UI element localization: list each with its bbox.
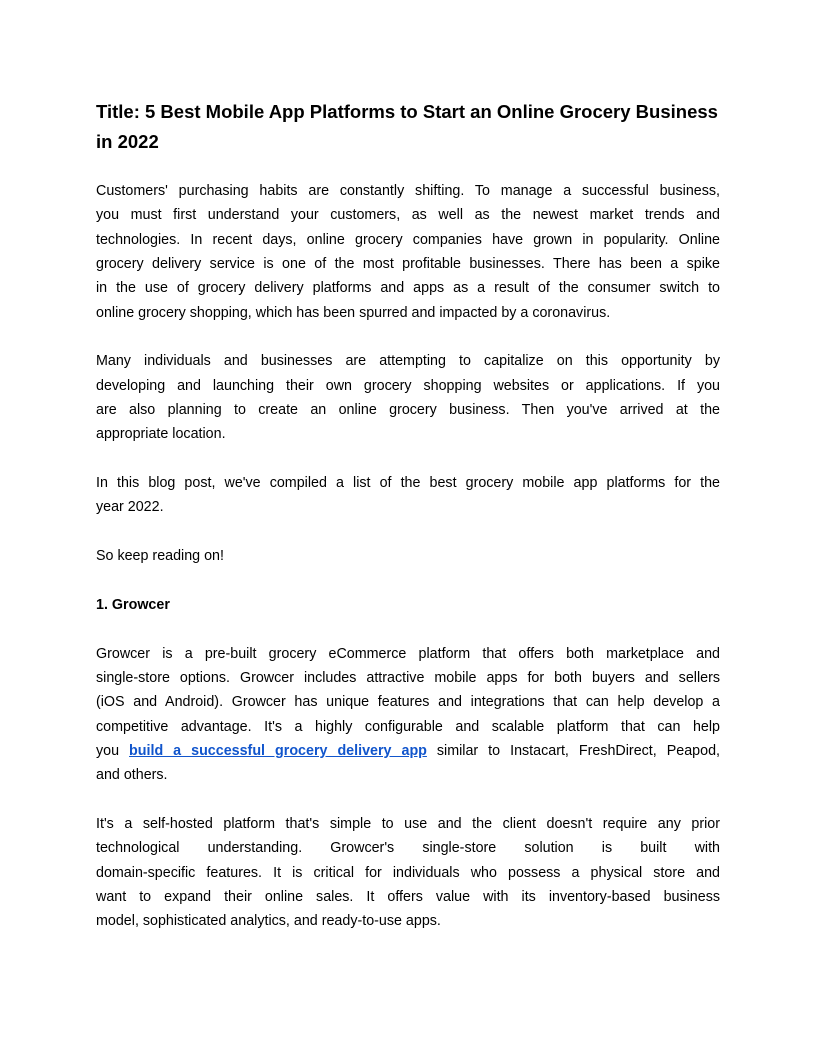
text-line: technological understanding. Growcer's single-store solution is built with	[96, 840, 720, 857]
paragraph-blog	[96, 471, 720, 520]
text-line: single-store options. Growcer includes attractive mobile apps for both buyers and sellers	[96, 669, 720, 686]
document-title	[96, 97, 726, 157]
text-line: Many individuals and businesses are attempting to capitalize on this opportunity by	[96, 353, 720, 370]
paragraph-intro	[96, 179, 720, 325]
paragraph-growcer-1	[96, 642, 720, 788]
text-line: competitive advantage. It's a highly configurable and scalable platform that can help	[96, 718, 720, 735]
document-body	[96, 179, 720, 934]
text-line: appropriate location.	[96, 426, 226, 443]
text-line: Customers' purchasing habits are constantly shifting. To manage a successful business,	[96, 183, 720, 199]
text-line: (iOS and Android). Growcer has unique features and integrations that can help develop a	[96, 694, 720, 711]
paragraph-growcer-2	[96, 812, 720, 934]
text-line: model, sophisticated analytics, and ready-to-use apps.	[96, 913, 441, 930]
text-line: year 2022.	[96, 499, 164, 516]
section-heading: 1. Growcer	[96, 596, 170, 613]
text-line: are also planning to create an online grocery business. Then you've arrived at the	[96, 402, 720, 419]
text-line: want to expand their online sales. It offers value with its inventory-based business	[96, 888, 720, 905]
text-line: Growcer is a pre-built grocery eCommerce platform that offers both marketplace and	[96, 645, 720, 662]
text-line: developing and launching their own grocery shopping websites or applications. If you	[96, 377, 720, 394]
paragraph-keep-reading: So keep reading on!	[96, 548, 224, 565]
text-line: grocery delivery service is one of the most profitable businesses. There has been a spike	[96, 256, 720, 273]
text-line: It's a self-hosted platform that's simple to use and the client doesn't require any prior	[96, 815, 720, 832]
text-line: In this blog post, we've compiled a list of the best grocery mobile app platforms for the	[96, 475, 720, 492]
text-line: online grocery shopping, which has been spurred and impacted by a coronavirus.	[96, 304, 611, 321]
paragraph-opportunity	[96, 349, 720, 446]
text-line: in the use of grocery delivery platforms and apps as a result of the consumer switch to	[96, 280, 720, 297]
text-line	[96, 739, 720, 763]
title-line: in 2022	[96, 131, 159, 152]
text-line: domain-specific features. It is critical for individuals who possess a physical store and	[96, 864, 720, 881]
text: you	[96, 742, 130, 759]
text-line: and others.	[96, 767, 168, 784]
text: similar to Instacart, FreshDirect, Peapod,	[426, 742, 720, 759]
text-line: technologies. In recent days, online grocery companies have grown in popularity. Online	[96, 231, 720, 248]
grocery-app-link[interactable]: build a successful grocery delivery app	[129, 742, 427, 759]
text-line: you must first understand your customers, as well as the newest market trends and	[96, 207, 720, 224]
title-line: Title: 5 Best Mobile App Platforms to Start an Online Grocery Business	[96, 101, 718, 122]
